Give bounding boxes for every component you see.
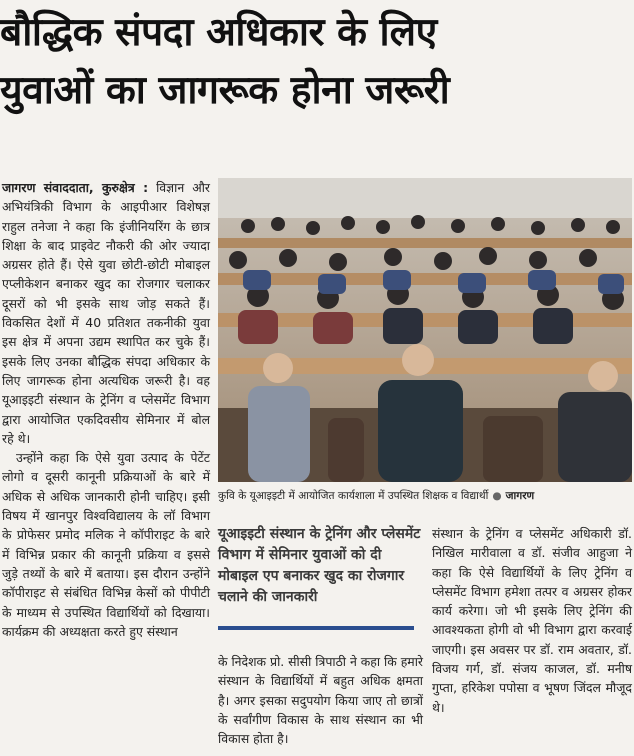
photo-caption-text: कुवि के यूआइइटी में आयोजित कार्यशाला में उपस्थित शिक्षक व विद्यार्थी [218,490,489,502]
article-paragraph-2: उन्होंने कहा कि ऐसे युवा उत्पाद के पेटेंट लोगो व दूसरी कानूनी प्रक्रियाओं के बारे में अधिक से अधिक जानकारी होनी चाहिए। इसी विषय में खानपुर विश्वविद्यालय के लॉ विभाग के प्रोफेसर प्रमोद मलिक ने कॉपीराइट के बारे में विभिन्न प्रकार की कानूनी प्रक्रिया व इससे जुड़े तथ्यों के बारे में बताया। इस दौरान उन्होंने कॉपीराइट से संबंधित विभिन्न केसों को पीपीटी के माध्यम से उपस्थित विद्यार्थियों को दिखाया। कार्यक्रम की अध्यक्षता करते हुए संस्थान [2,450,210,639]
pull-quote: यूआइइटी संस्थान के ट्रेनिंग और प्लेसमेंट विभाग में सेमिनार युवाओं को दी मोबाइल एप बनाकर खुद का रोजगार चलाने की जानकारी [218,526,421,605]
headline-line-1: बौद्धिक संपदा अधिकार के लिए [0,10,437,55]
dateline: जागरण संवाददाता, कुरुक्षेत्र : [2,180,149,195]
article-paragraph-1 [2,178,210,448]
photo-illustration [218,178,632,482]
article-paragraph-3: के निदेशक प्रो. सीसी त्रिपाठी ने कहा कि हमारे संस्थान के विद्यार्थियों में बहुत अधिक क्षमता है। अगर इसका सदुपयोग किया जाए तो छात्रों के सर्वांगीण विकास के साथ संस्थान का भी विकास होता है। [218,654,423,747]
photo-caption [218,488,632,504]
article-paragraph-1-text: विज्ञान और अभियंत्रिकी विभाग के आइपीआर विशेषज्ञ राहुल तनेजा ने कहा कि इंजीनियरिंग के छात्र शिक्षा के बाद प्राइवेट नौकरी की ओर ज्यादा अग्रसर होते हैं। ऐसे युवा छोटी-छोटी मोबाइल एप्लीकेशन बनाकर खुद का रोजगार चलाकर दूसरों को भी इसके साथ जोड़ सकते हैं। विकसित देशों में 40 प्रतिशत तकनीकी युवा इस क्षेत्र में अपना उद्यम स्थापित कर चुके हैं। इसके लिए उनका बौद्धिक संपदा अधिकार के लिए जागरूक होना अत्यधिक जरूरी है। वह यूआइइटी संस्थान के ट्रेनिंग व प्लेसमेंट विभाग द्वारा आयोजित एकदिवसीय सेमिनार में बोल रहे थे। [2,180,210,446]
photo-credit: जागरण [505,490,535,502]
article-column-left [2,178,210,641]
article-column-middle [218,652,423,748]
headline [0,4,634,120]
bullet-icon: ● [492,490,502,502]
event-photo [218,178,632,482]
headline-line-2: युवाओं का जागरूक होना जरूरी [0,68,450,113]
article-column-right [432,524,632,717]
article-paragraph-4: संस्थान के ट्रेनिंग व प्लेसमेंट अधिकारी डॉ. निखिल मारीवाला व डॉ. संजीव आहुजा ने कहा कि ऐसे विद्यार्थियों के लिए ट्रेनिंग व प्लेसमेंट विभाग हमेशा तत्पर व अग्रसर होकर कार्य करेगा। जो भी इसके लिए ट्रेनिंग की आवश्यकता होगी वो भी विभाग द्वारा करवाई जाएगी। इस अवसर पर डॉ. राम अवतार, डॉ. विजय गर्ग, डॉ. संजय काजल, डॉ. मनीष गुप्ता, हरिकेश पपोसा व भूषण जिंदल मौजूद थे। [432,526,632,715]
pull-quote-rule [218,626,414,630]
